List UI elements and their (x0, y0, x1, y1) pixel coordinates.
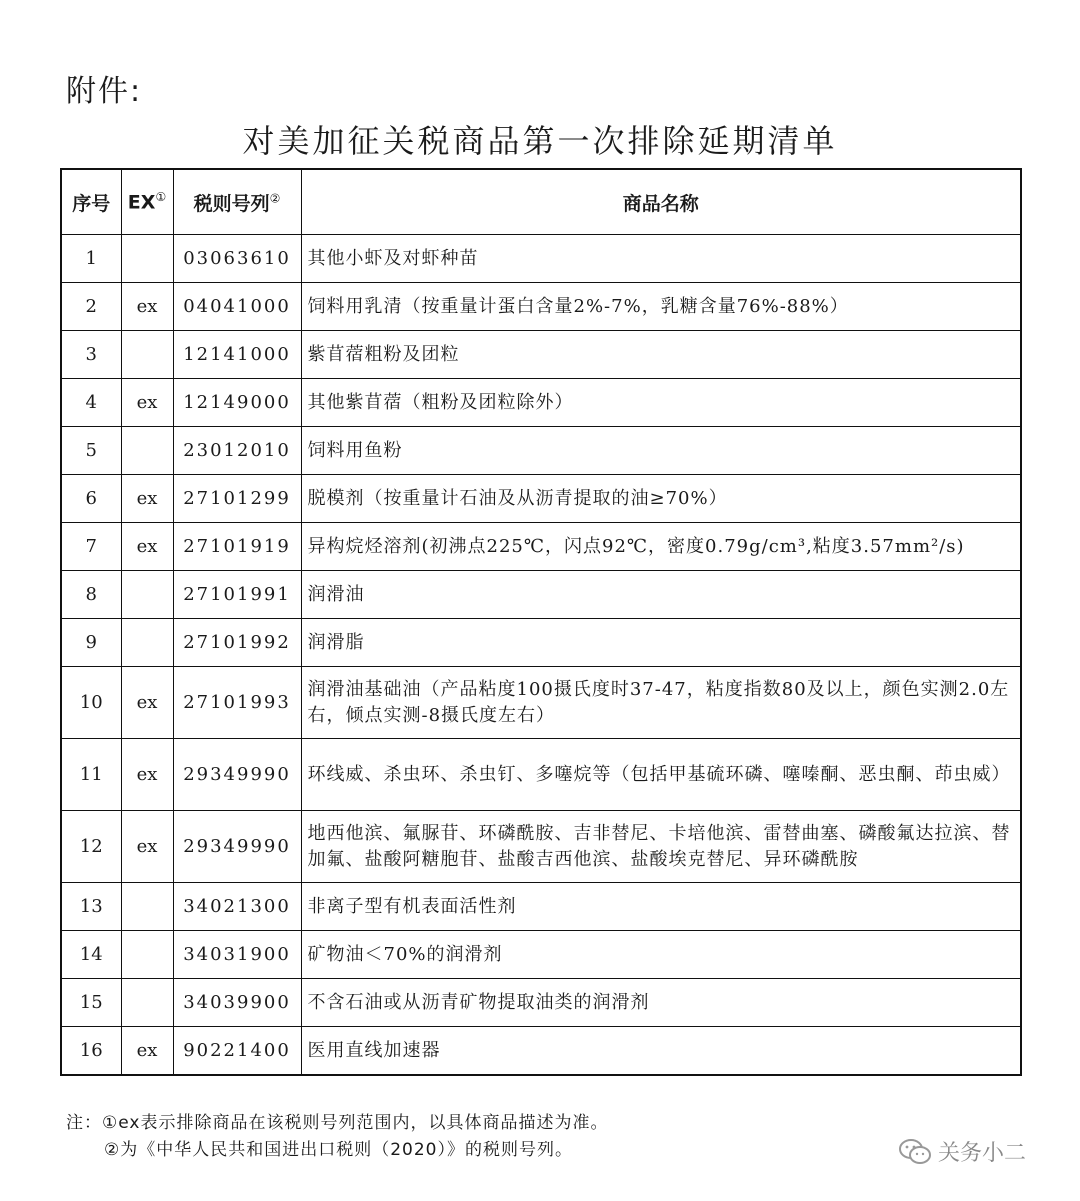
row-product-name: 润滑油 (301, 571, 1021, 619)
exclusion-list-table (60, 168, 1022, 1076)
footnote-2: ②为《中华人民共和国进出口税则（2020）》的税则号列。 (104, 1140, 574, 1160)
row-number: 5 (61, 427, 121, 475)
row-number: 13 (61, 883, 121, 931)
attachment-label: 附件: (66, 74, 143, 109)
row-number: 2 (61, 283, 121, 331)
row-tariff-code: 27101992 (173, 619, 301, 667)
row-tariff-code: 90221400 (173, 1027, 301, 1076)
row-product-name: 医用直线加速器 (301, 1027, 1021, 1076)
row-tariff-code: 34021300 (173, 883, 301, 931)
row-ex: ex (121, 523, 173, 571)
row-ex (121, 331, 173, 379)
table-row (61, 379, 1021, 427)
row-ex (121, 427, 173, 475)
row-number: 16 (61, 1027, 121, 1076)
table-row (61, 667, 1021, 739)
row-tariff-code: 23012010 (173, 427, 301, 475)
watermark (898, 1136, 1026, 1167)
header-code: 税则号列② (173, 169, 301, 235)
row-tariff-code: 27101991 (173, 571, 301, 619)
row-ex: ex (121, 1027, 173, 1076)
row-tariff-code: 34039900 (173, 979, 301, 1027)
table-row (61, 523, 1021, 571)
row-ex (121, 883, 173, 931)
table-row (61, 475, 1021, 523)
row-tariff-code: 03063610 (173, 235, 301, 283)
row-product-name: 地西他滨、氟脲苷、环磷酰胺、吉非替尼、卡培他滨、雷替曲塞、磷酸氟达拉滨、替加氟、盐酸阿糖胞苷、盐酸吉西他滨、盐酸埃克替尼、异环磷酰胺 (301, 811, 1021, 883)
document-title: 对美加征关税商品第一次排除延期清单 (242, 122, 838, 160)
footnotes (66, 1110, 608, 1164)
header-ex: EX① (121, 169, 173, 235)
table-row (61, 283, 1021, 331)
footnote-mark-1: ① (155, 190, 167, 205)
table-header-row (61, 169, 1021, 235)
row-number: 7 (61, 523, 121, 571)
row-tariff-code: 34031900 (173, 931, 301, 979)
footnote-mark-2: ② (269, 191, 281, 206)
table-row (61, 811, 1021, 883)
table-row (61, 931, 1021, 979)
row-product-name: 非离子型有机表面活性剂 (301, 883, 1021, 931)
row-product-name: 异构烷烃溶剂(初沸点225℃，闪点92℃，密度0.79g/cm³,粘度3.57mm²/s) (301, 523, 1021, 571)
table-row (61, 235, 1021, 283)
table-row (61, 427, 1021, 475)
table-row (61, 739, 1021, 811)
footnote-1: 注：①ex表示排除商品在该税则号列范围内，以具体商品描述为准。 (66, 1113, 609, 1133)
row-product-name: 其他小虾及对虾种苗 (301, 235, 1021, 283)
row-number: 1 (61, 235, 121, 283)
row-number: 10 (61, 667, 121, 739)
row-ex: ex (121, 667, 173, 739)
row-number: 14 (61, 931, 121, 979)
row-tariff-code: 04041000 (173, 283, 301, 331)
table-row (61, 883, 1021, 931)
row-ex: ex (121, 739, 173, 811)
row-number: 11 (61, 739, 121, 811)
row-product-name: 润滑油基础油（产品粘度100摄氏度时37-47，粘度指数80及以上，颜色实测2.0左右，倾点实测-8摄氏度左右） (301, 667, 1021, 739)
row-tariff-code: 29349990 (173, 739, 301, 811)
row-number: 4 (61, 379, 121, 427)
header-no: 序号 (61, 169, 121, 235)
row-tariff-code: 27101919 (173, 523, 301, 571)
table-row (61, 331, 1021, 379)
row-tariff-code: 27101299 (173, 475, 301, 523)
row-product-name: 紫苜蓿粗粉及团粒 (301, 331, 1021, 379)
row-number: 12 (61, 811, 121, 883)
row-ex: ex (121, 379, 173, 427)
table-row (61, 571, 1021, 619)
row-product-name: 饲料用乳清（按重量计蛋白含量2%-7%，乳糖含量76%-88%） (301, 283, 1021, 331)
row-ex (121, 235, 173, 283)
wechat-icon (898, 1138, 932, 1166)
row-ex (121, 979, 173, 1027)
row-ex: ex (121, 283, 173, 331)
table-row (61, 619, 1021, 667)
row-ex: ex (121, 811, 173, 883)
table-row (61, 979, 1021, 1027)
row-number: 15 (61, 979, 121, 1027)
row-number: 3 (61, 331, 121, 379)
row-product-name: 矿物油＜70%的润滑剂 (301, 931, 1021, 979)
row-ex (121, 571, 173, 619)
row-product-name: 脱模剂（按重量计石油及从沥青提取的油≥70%） (301, 475, 1021, 523)
row-tariff-code: 27101993 (173, 667, 301, 739)
row-number: 8 (61, 571, 121, 619)
row-number: 9 (61, 619, 121, 667)
row-ex (121, 619, 173, 667)
header-name: 商品名称 (301, 169, 1021, 235)
row-ex: ex (121, 475, 173, 523)
row-tariff-code: 29349990 (173, 811, 301, 883)
watermark-text: 关务小二 (938, 1141, 1027, 1166)
row-product-name: 环线威、杀虫环、杀虫钉、多噻烷等（包括甲基硫环磷、噻嗪酮、恶虫酮、茚虫威） (301, 739, 1021, 811)
row-product-name: 不含石油或从沥青矿物提取油类的润滑剂 (301, 979, 1021, 1027)
row-product-name: 其他紫苜蓿（粗粉及团粒除外） (301, 379, 1021, 427)
row-tariff-code: 12149000 (173, 379, 301, 427)
table-row (61, 1027, 1021, 1076)
row-number: 6 (61, 475, 121, 523)
row-ex (121, 931, 173, 979)
row-product-name: 饲料用鱼粉 (301, 427, 1021, 475)
row-tariff-code: 12141000 (173, 331, 301, 379)
row-product-name: 润滑脂 (301, 619, 1021, 667)
